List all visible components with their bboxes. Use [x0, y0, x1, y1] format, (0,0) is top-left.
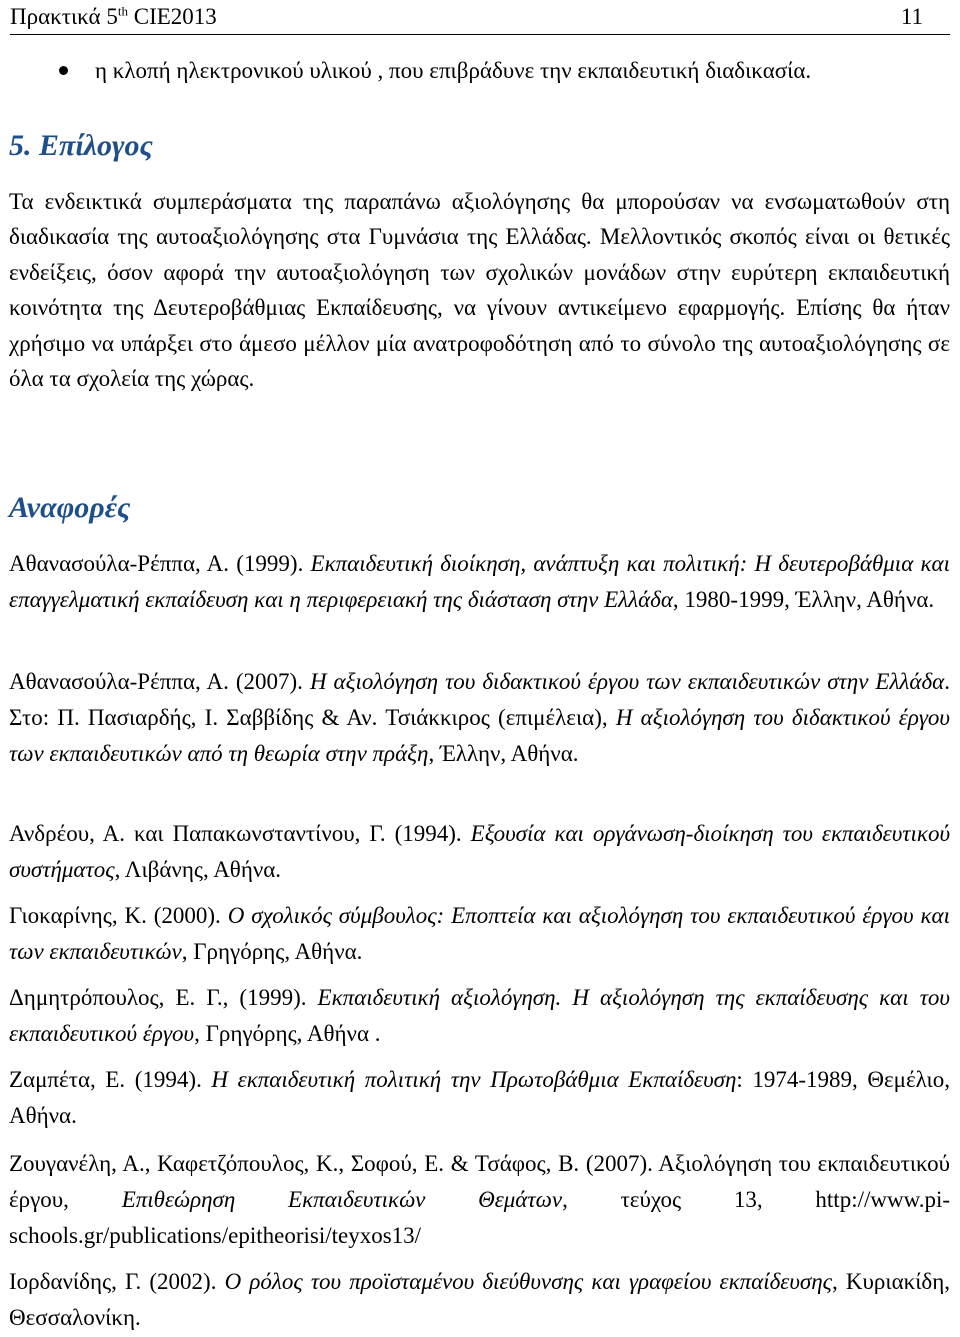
reference-item: Ανδρέου, Α. και Παπακωνσταντίνου, Γ. (1994). Εξουσία και οργάνωση-διοίκηση του εκπαιδευτικού συστήματος, Λιβάνης, Αθήνα.	[9, 821, 950, 882]
title-conference: CIE2013	[127, 4, 217, 29]
epilogue-heading: 5. Επίλογος	[9, 129, 153, 162]
reference-item: Αθανασούλα-Ρέππα, Α. (1999). Εκπαιδευτική διοίκηση, ανάπτυξη και πολιτική: Η δευτεροβάθμια και επαγγελματική εκπαίδευση και η περιφερειακή της διάσταση στην Ελλάδα, 1980-1999, Έλλην, Αθήνα.	[9, 551, 950, 612]
epilogue-paragraph: Τα ενδεικτικά συμπεράσματα της παραπάνω αξιολόγησης θα μπορούσαν να ενσωματωθούν στη διαδικασία της αυτοαξιολόγησης στα Γυμνάσια της Ελλάδας. Μελλοντικός σκοπός είναι οι θετικές ενδείξεις, όσον αφορά την αυτοαξιολόγηση των σχολικών μονάδων στην ευρύτερη εκπαιδευτική κοινότητα της Δευτεροβάθμιας Εκπαίδευσης, να γίνουν αντικείμενο εφαρμογής. Επίσης θα ήταν χρήσιμο να υπάρξει στο άμεσο μέλλον μία ανατροφοδότηση από το σύνολο της αυτοαξιολόγησης σε όλα τα σχολεία της χώρας.	[9, 189, 950, 392]
page-header	[10, 0, 950, 35]
reference-item: Ζουγανέλη, Α., Καφετζόπουλος, Κ., Σοφού, Ε. & Τσάφος, Β. (2007). Αξιολόγηση του εκπαιδευτικού έργου, Επιθεώρηση Εκπαιδευτικών Θεμάτων, τεύχος 13, http://www.pi-schools.gr/publications/epitheorisi/teyxos13/	[9, 1151, 951, 1248]
reference-item: Αθανασούλα-Ρέππα, Α. (2007). Η αξιολόγηση του διδακτικού έργου των εκπαιδευτικών στην Ελλάδα. Στο: Π. Πασιαρδής, Ι. Σαββίδης & Αν. Τσιάκκιρος (επιμέλεια), Η αξιολόγηση του διδακτικού έργου των εκπαιδευτικών από τη θεωρία στην πράξη, Έλλην, Αθήνα.	[9, 669, 950, 766]
references-heading: Αναφορές	[9, 491, 131, 524]
reference-item: Ζαμπέτα, Ε. (1994). Η εκπαιδευτική πολιτική την Πρωτοβάθμια Εκπαίδευση: 1974-1989, Θεμέλιο, Αθήνα.	[9, 1067, 950, 1128]
reference-item: Γιοκαρίνης, Κ. (2000). Ο σχολικός σύμβουλος: Εποπτεία και αξιολόγηση του εκπαιδευτικού έργου και των εκπαιδευτικών, Γρηγόρης, Αθήνα.	[9, 903, 950, 964]
reference-item: Δημητρόπουλος, Ε. Γ., (1999). Εκπαιδευτική αξιολόγηση. Η αξιολόγηση της εκπαίδευσης και του εκπαιδευτικού έργου, Γρηγόρης, Αθήνα .	[9, 985, 950, 1046]
title-superscript: th	[117, 3, 128, 19]
title-text: Πρακτικά 5	[10, 4, 118, 29]
page-number: 11	[900, 4, 923, 29]
proceedings-title	[10, 0, 217, 34]
reference-item: Ιορδανίδης, Γ. (2002). Ο ρόλος του προϊσταμένου διεύθυνσης και γραφείου εκπαίδευσης, Κυριακίδη, Θεσσαλονίκη.	[9, 1269, 951, 1330]
bullet-item: η κλοπή ηλεκτρονικού υλικού , που επιβράδυνε την εκπαιδευτική διαδικασία.	[95, 58, 812, 83]
bullet-icon	[59, 66, 68, 75]
